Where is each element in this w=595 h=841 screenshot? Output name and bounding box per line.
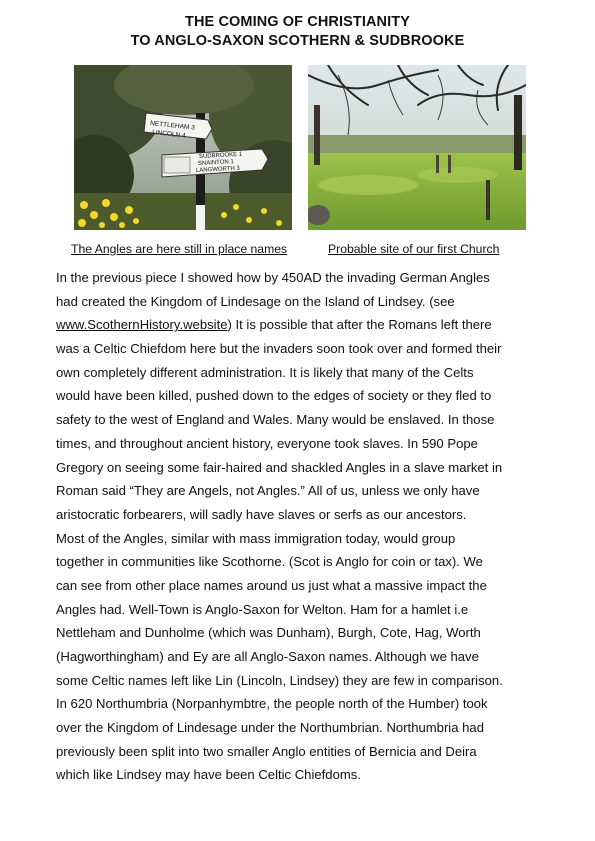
- sign-text-lower-1: SUDBROOKE 1: [198, 151, 243, 160]
- body-line: can see from other place names around us just what a massive impact the: [56, 577, 487, 593]
- sign-text-upper-1: NETTLEHAM 3: [149, 120, 196, 132]
- article-body: [56, 266, 556, 787]
- body-line: times, and throughout ancient history, everyone took slaves. In 590 Pope: [56, 435, 478, 451]
- body-line-with-link: [56, 313, 556, 337]
- sign-text-lower-2: SNAINTON 1: [197, 159, 234, 167]
- title-line-2: TO ANGLO-SAXON SCOTHERN & SUDBROOKE: [130, 33, 465, 49]
- photo-caption-church-site: Probable site of our first Church: [328, 242, 500, 256]
- website-link[interactable]: www.ScothernHistory.website: [56, 317, 228, 333]
- body-line: which like Lindsey may have been Celtic Chiefdoms.: [56, 767, 361, 783]
- sign-text-upper-2: LINCOLN 4: [151, 129, 186, 140]
- photo-caption-place-names: The Angles are here still in place names: [71, 242, 288, 256]
- body-line: previously been split into two smaller Anglo entities of Bernicia and Deira: [56, 743, 477, 759]
- link-suffix: ): [227, 317, 232, 333]
- page-title: [0, 13, 595, 51]
- body-line: Most of the Angles, similar with mass immigration today, would group: [56, 530, 456, 546]
- body-line: some Celtic names left like Lin (Lincoln, Lindsey) they are few in comparison.: [56, 672, 503, 688]
- church-site-photo: [308, 65, 526, 230]
- body-line: had created the Kingdom of Lindesage on the Island of Lindsey. (see: [56, 293, 455, 309]
- body-line: together in communities like Scothorne. (Scot is Anglo for coin or tax). We: [56, 554, 483, 570]
- body-line: own completely different administration. It is likely that many of the Celts: [56, 364, 474, 380]
- body-line-text: It is possible that after the Romans left there: [235, 317, 492, 333]
- title-line-1: THE COMING OF CHRISTIANITY: [185, 14, 410, 30]
- body-line: Roman said “They are Angels, not Angles.” All of us, unless we only have: [56, 483, 480, 499]
- body-line: was a Celtic Chiefdom here but the invaders soon took over and formed their: [56, 341, 502, 357]
- body-line: In 620 Northumbria (Norpanhymbtre, the people north of the Humber) took: [56, 696, 488, 712]
- body-line: (Hagworthingham) and Ey are all Anglo-Saxon names. Although we have: [56, 649, 479, 664]
- body-line: safety to the west of England and Wales. Many would be enslaved. In those: [56, 412, 495, 428]
- body-line: aristocratic forbearers, will sadly have slaves or serfs as our ancestors.: [56, 506, 467, 522]
- body-line: would have been killed, pushed down to the edges of society or they fled to: [56, 388, 492, 404]
- body-line: Angles had. Well-Town is Anglo-Saxon for Welton. Ham for a hamlet i.e: [56, 601, 469, 617]
- body-line: over the Kingdom of Lindesage under the Northumbrian. Northumbria had: [56, 720, 484, 736]
- body-line: Gregory on seeing some fair-haired and shackled Angles in a slave market in: [56, 459, 503, 475]
- sign-text-lower-3: LANGWORTH 3: [195, 165, 240, 174]
- body-line: In the previous piece I showed how by 450AD the invading German Angles: [56, 270, 490, 285]
- signpost-photo: [74, 65, 292, 230]
- body-line: Nettleham and Dunholme (which was Dunham), Burgh, Cote, Hag, Worth: [56, 625, 481, 641]
